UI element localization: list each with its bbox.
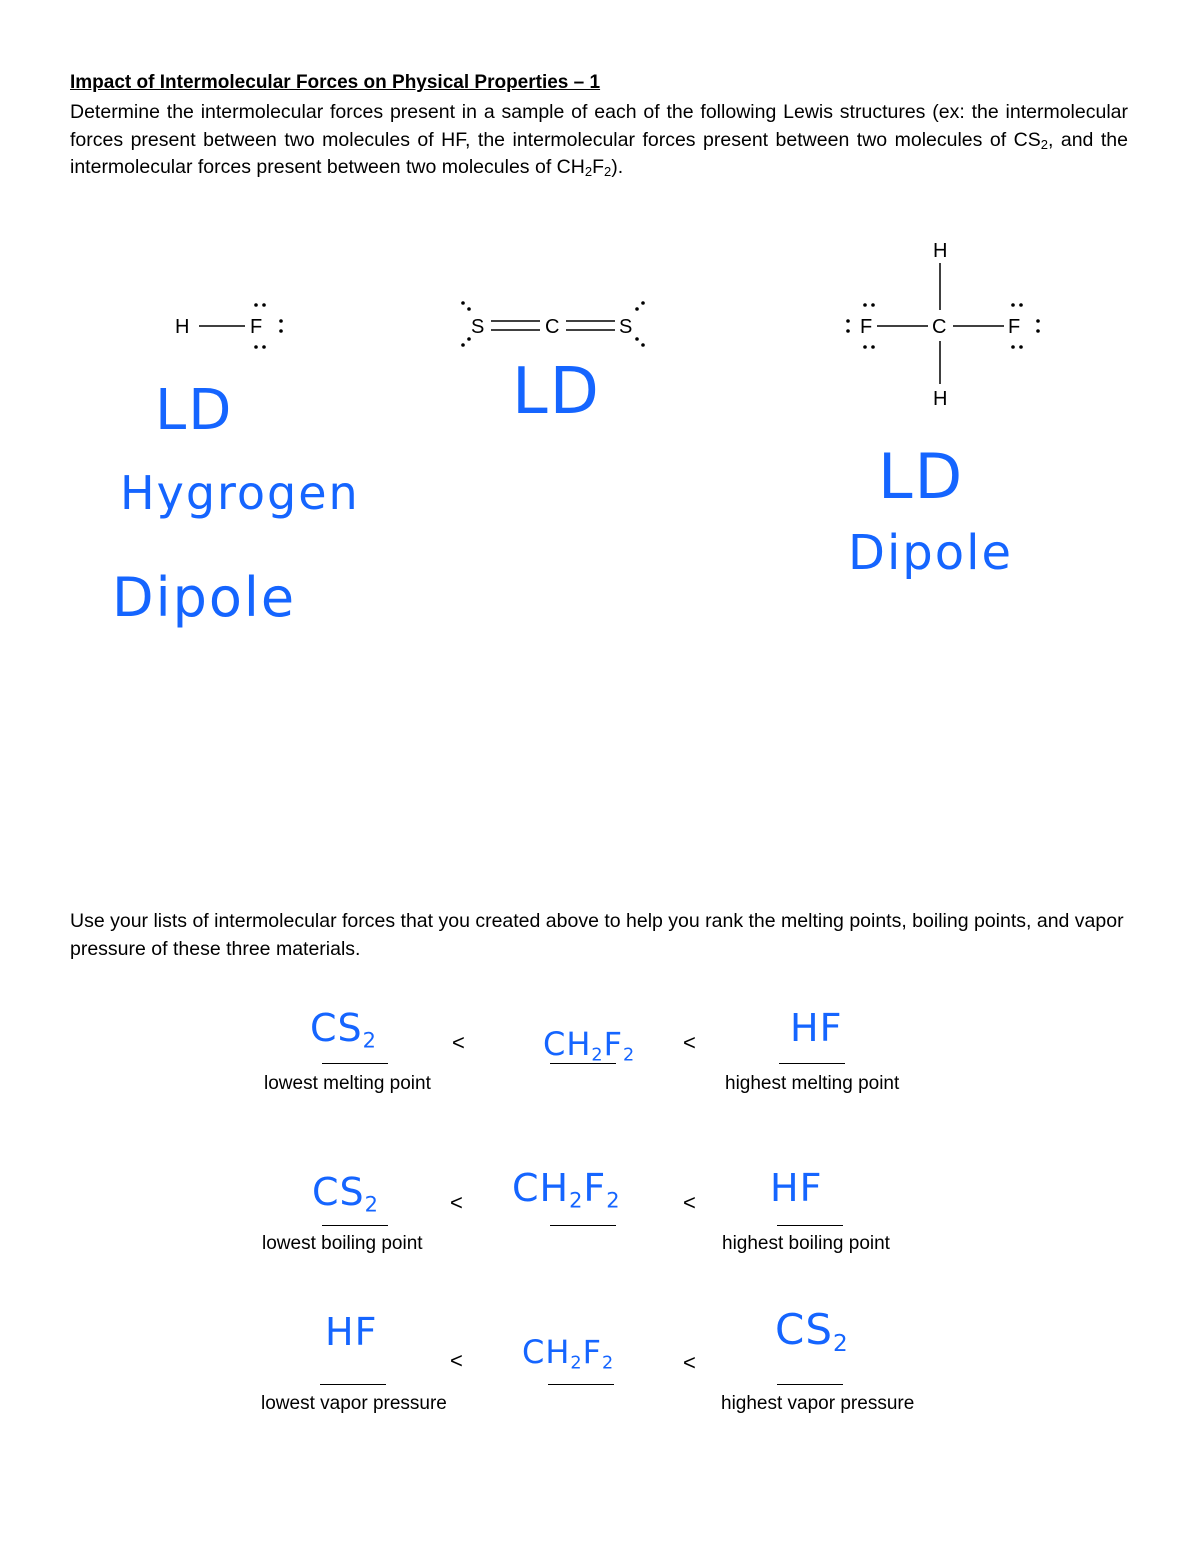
boiling-lt-1: < [450,1190,463,1215]
melting-answer-middle: $CH_2F_2$ [543,1025,636,1066]
boiling-lt-2: < [683,1190,696,1215]
vapor-blank-1 [320,1384,386,1385]
vapor-low-label: lowest vapor pressure [261,1393,447,1414]
vapor-blank-3 [777,1384,843,1385]
vapor-lt-1: < [450,1348,463,1373]
ch2f2-atom-f-left: F [860,316,873,338]
melting-lt-1: < [452,1030,465,1055]
cs2-atom-s-right: S [619,316,633,338]
ch2f2-atom-c: C [932,316,947,338]
instructions: Determine the intermolecular forces present in a sample of each of the following Lewis structures (ex: the intermolecular forces present between two molecules of HF, the intermolecular forces present between two molecules of $CS_2$, and the intermolecular forces present between two molecules of $CH_2F_2$). [70,101,1128,179]
ch2f2-atom-h-top: H [933,240,948,262]
vapor-answer-middle: $CH_2F_2$ [522,1333,615,1374]
hf-force-1: LD [155,378,234,443]
vapor-blank-2 [548,1384,614,1385]
melting-high-label: highest melting point [725,1073,900,1094]
lewis-cs2 [461,301,645,347]
boiling-blank-2 [550,1225,616,1226]
melting-blank-1 [322,1063,388,1064]
hf-atom-h: H [175,316,190,338]
boiling-blank-3 [777,1225,843,1226]
boiling-low-label: lowest boiling point [262,1233,423,1254]
ch2f2-force-2: Dipole [848,525,1013,581]
boiling-blank-1 [322,1225,388,1226]
ch2f2-force-1: LD [878,440,965,513]
ch2f2-atom-h-bottom: H [933,388,948,410]
cs2-atom-s-left: S [471,316,485,338]
page-title: Impact of Intermolecular Forces on Physical Properties – 1 [70,72,601,93]
melting-low-label: lowest melting point [264,1073,431,1094]
ranking-prompt: Use your lists of intermolecular forces that you created above to help you rank the melting points, boiling points, and vapor pressure of these three materials. [70,910,1124,960]
vapor-high-label: highest vapor pressure [721,1393,915,1414]
boiling-answer-middle: $CH_2F_2$ [512,1166,621,1213]
melting-answer-lowest: $CS_2$ [310,1006,377,1053]
melting-lt-2: < [683,1030,696,1055]
cs2-force-1: LD [512,355,601,429]
hf-atom-f: F [250,316,263,338]
lewis-hf [175,303,283,349]
melting-answer-highest: HF [790,1006,843,1050]
cs2-atom-c: C [545,316,560,338]
vapor-answer-highest: $CS_2$ [775,1305,849,1357]
hf-force-3: Dipole [112,566,297,629]
boiling-answer-highest: HF [770,1166,823,1210]
hf-force-2: Hygrogen [120,466,360,520]
lewis-ch2f2 [846,240,1040,410]
melting-blank-2 [550,1063,616,1064]
vapor-lt-2: < [683,1350,696,1375]
ch2f2-atom-f-right: F [1008,316,1021,338]
vapor-answer-lowest: HF [325,1310,378,1354]
boiling-answer-lowest: $CS_2$ [312,1170,379,1217]
melting-blank-3 [779,1063,845,1064]
boiling-high-label: highest boiling point [722,1233,890,1254]
